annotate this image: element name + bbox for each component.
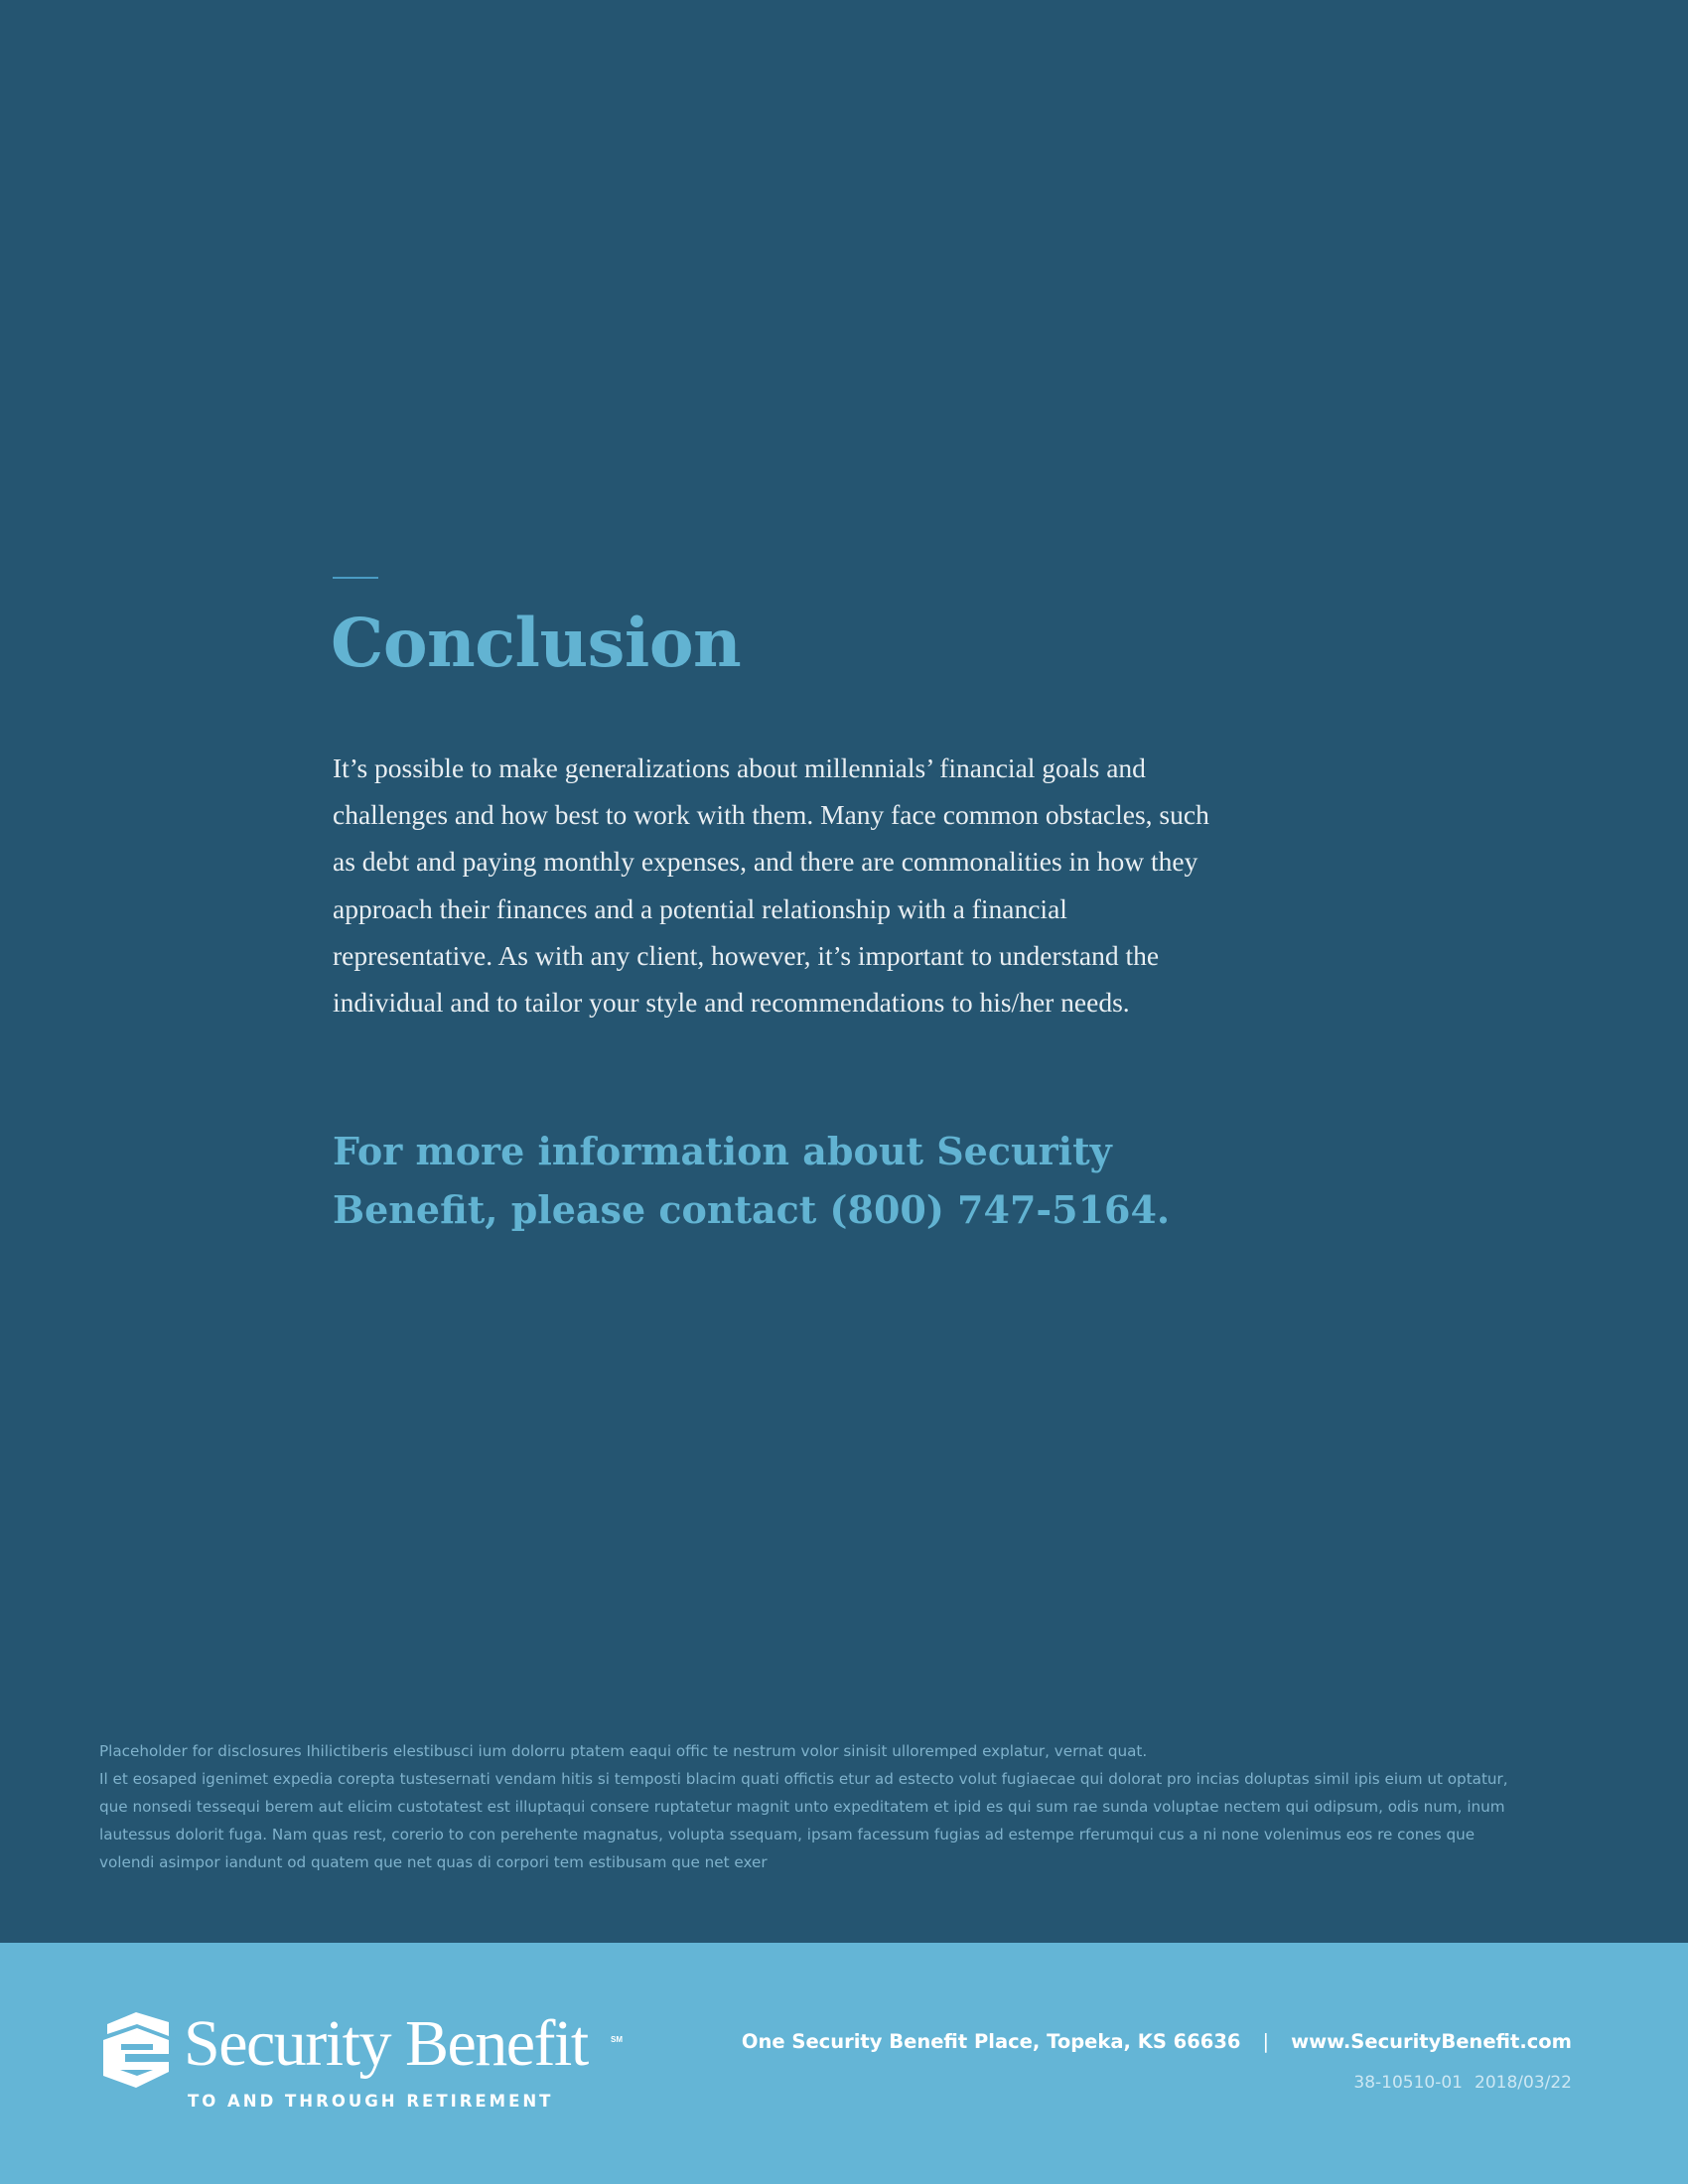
disclosure-line-1: Placeholder for disclosures Ihilictiberis elestibusci ium dolorru ptatem eaqui offic te nestrum volor sinisit ulloremped explatur, vernat quat. xyxy=(99,1742,1148,1760)
page-title: Conclusion xyxy=(331,604,742,682)
address: One Security Benefit Place, Topeka, KS 66636 xyxy=(741,2030,1241,2053)
document-code-line xyxy=(1353,2073,1572,2093)
separator: | xyxy=(1262,2030,1270,2053)
brand-name: Security Benefit xyxy=(184,2007,588,2080)
accent-rule xyxy=(333,577,378,579)
document-code: 38-10510-01 xyxy=(1353,2073,1464,2093)
conclusion-paragraph: It’s possible to make generalizations about millennials’ financial goals and challenges and how best to work with them. Many face common obstacles, such as debt and paying monthly expenses, and there are commonalities in how they approach their finances and a potential relationship with a financial representative. As with any client, however, it’s important to understand the individual and to tailor your style and recommendations to his/her needs. xyxy=(333,752,1209,1019)
security-benefit-logo-icon xyxy=(99,2010,173,2090)
brand-tagline: TO AND THROUGH RETIREMENT xyxy=(188,2092,554,2111)
document-date: 2018/03/22 xyxy=(1475,2073,1572,2093)
website-link[interactable]: www.SecurityBenefit.com xyxy=(1291,2030,1572,2053)
disclosure-text: Il et eosaped igenimet expedia corepta tustesernati vendam hitis si temposti blacim quati offictis etur ad estecto volut fugiaecae qui dolorat pro incias doluptas simil ipis eium ut optatur, que nonsedi tessequi berem aut elicim custotatest est illuptaqui consere ruptatetur magnit unto expeditatem et ipid es qui sum rae sunda voluptae nectem qui odipsum, odis num, inum lautessus dolorit fuga. Nam quas rest, corerio to con perehente magnatus, volupta ssequam, ipsam facessum fugias ad estempe rferumqui cus a ni none volenimus eos re cones que volendi asimpor iandunt od quatem que net quas di corpori tem estibusam que net exer xyxy=(99,1770,1508,1871)
service-mark: SM xyxy=(611,2035,623,2044)
contact-line xyxy=(742,2030,1572,2053)
contact-callout: For more information about Security Benefit, please contact (800) 747-5164. xyxy=(333,1129,1171,1232)
disclosure-block xyxy=(99,1737,1529,1876)
